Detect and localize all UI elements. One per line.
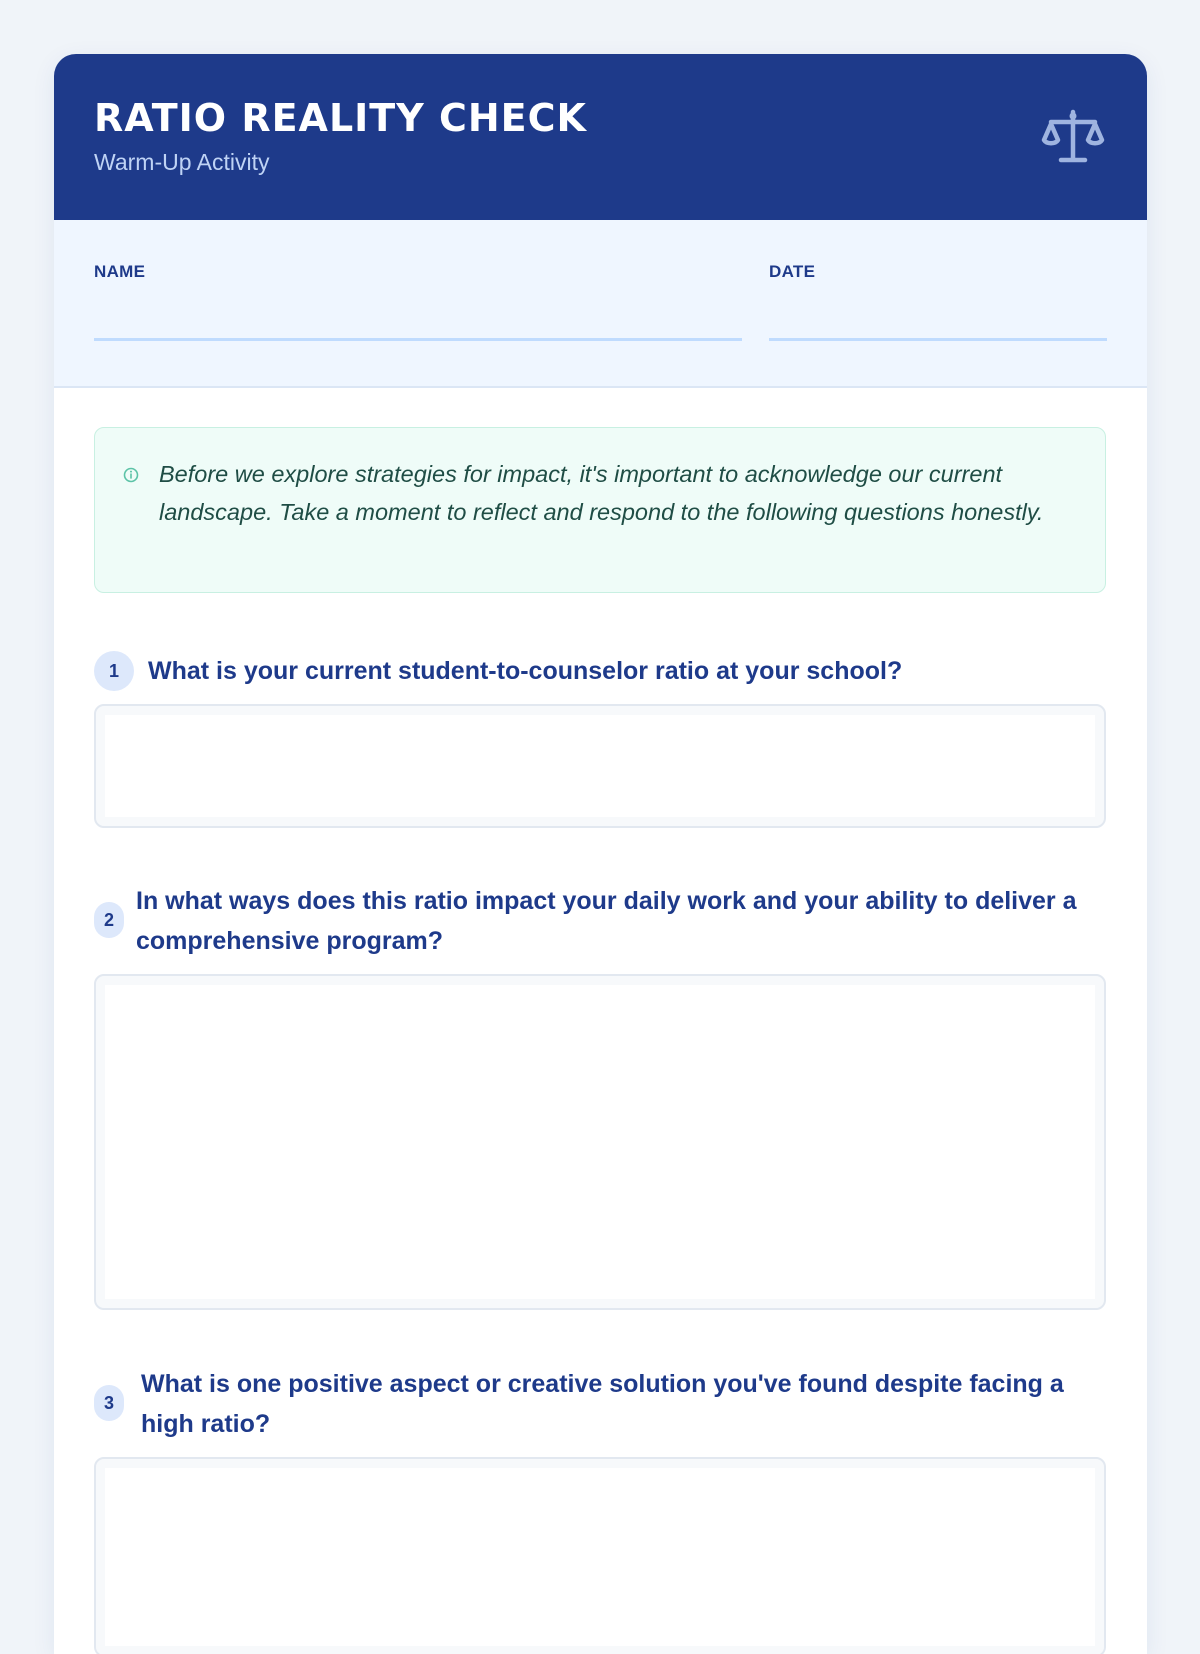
- question-number-badge: 2: [94, 902, 124, 938]
- intro-callout: [94, 427, 1106, 593]
- answer-field-2[interactable]: [94, 974, 1106, 1310]
- question-text: What is your current student-to-counselor ratio at your school?: [148, 657, 903, 685]
- question-text: What is one positive aspect or creative solution you've found despite facing a high ratio?: [141, 1370, 1064, 1438]
- question-number-badge: 3: [94, 1385, 124, 1421]
- info-icon: [122, 466, 140, 484]
- question-number-badge: 1: [94, 651, 134, 691]
- worksheet-card: [54, 54, 1147, 1654]
- answer-field-3[interactable]: [94, 1457, 1106, 1654]
- date-field[interactable]: [769, 338, 1107, 341]
- worksheet-header: [54, 54, 1147, 220]
- question-text: In what ways does this ratio impact your daily work and your ability to deliver a comprehensive program?: [136, 887, 1077, 955]
- intro-text: Before we explore strategies for impact, it's important to acknowledge our current landscape. Take a moment to reflect and respond to the following questions honestly.: [159, 461, 1044, 525]
- scale-icon: [1041, 106, 1105, 170]
- page-title: RATIO REALITY CHECK: [94, 96, 587, 140]
- name-field[interactable]: [94, 338, 742, 341]
- student-info-section: [54, 220, 1147, 388]
- answer-field-1[interactable]: [94, 704, 1106, 828]
- page-subtitle: Warm-Up Activity: [94, 149, 270, 175]
- name-label: NAME: [94, 262, 146, 281]
- date-label: DATE: [769, 262, 816, 281]
